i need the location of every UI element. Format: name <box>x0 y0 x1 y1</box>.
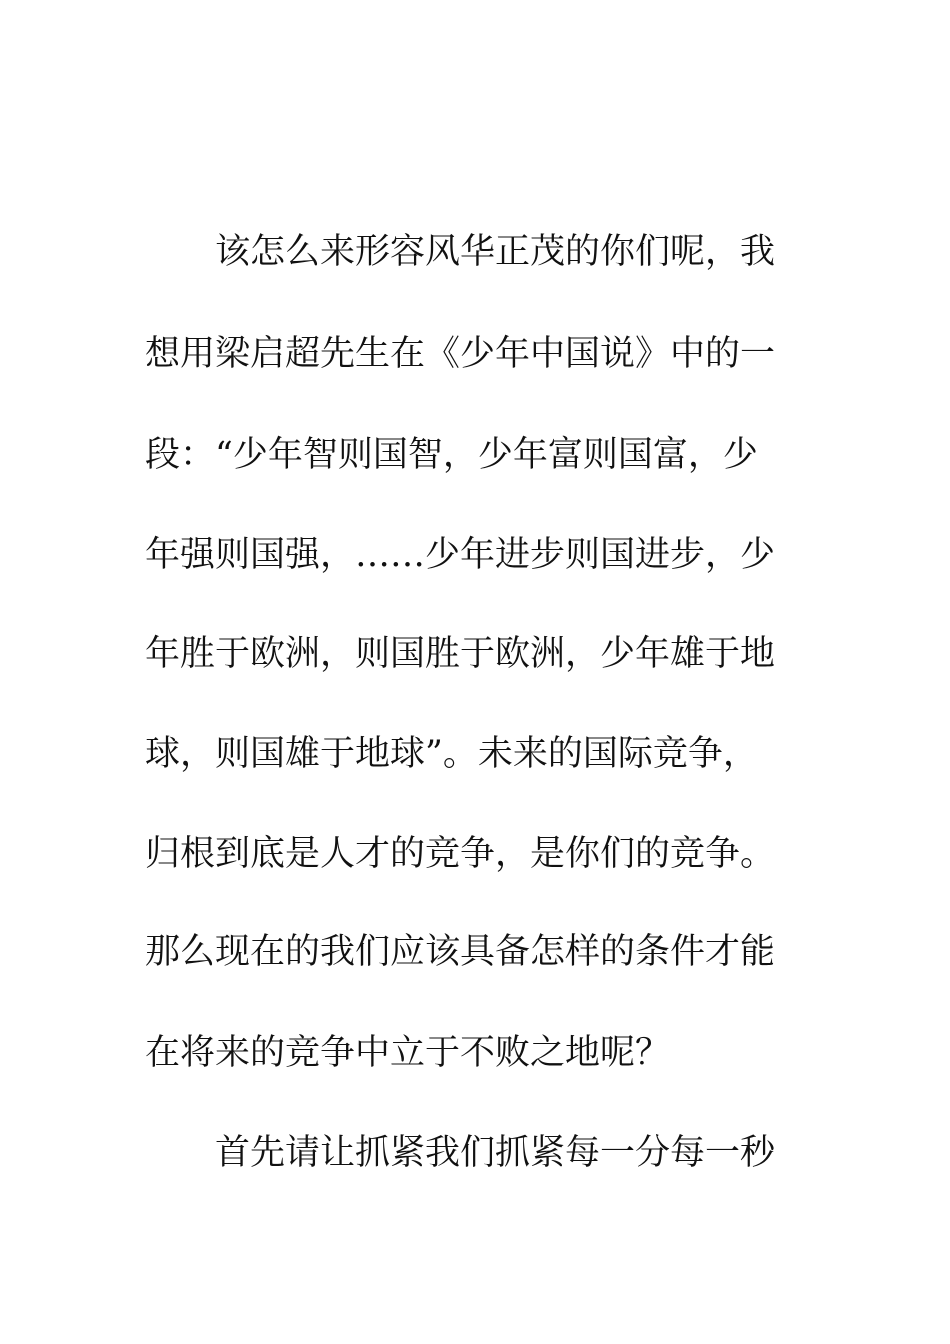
paragraph-1-line-2: 想用梁启超先生在《少年中国说》中的一 <box>145 334 776 374</box>
paragraph-1-line-7: 归根到底是人才的竞争，是你们的竞争。 <box>145 834 776 874</box>
paragraph-1-line-9: 在将来的竞争中立于不败之地呢？ <box>145 1033 671 1073</box>
paragraph-2-line-1: 首先请让抓紧我们抓紧每一分每一秒 <box>215 1133 776 1173</box>
paragraph-1-line-6: 球，则国雄于地球”。未来的国际竞争， <box>145 734 758 774</box>
paragraph-1-line-8: 那么现在的我们应该具备怎样的条件才能 <box>145 932 776 972</box>
paragraph-1-line-4: 年强则国强，……少年进步则国进步，少 <box>145 535 776 575</box>
paragraph-1-line-3: 段：“少年智则国智，少年富则国富，少 <box>145 435 758 475</box>
paragraph-1-line-1: 该怎么来形容风华正茂的你们呢，我 <box>215 232 776 272</box>
paragraph-1-line-5: 年胜于欧洲，则国胜于欧洲，少年雄于地 <box>145 634 776 674</box>
